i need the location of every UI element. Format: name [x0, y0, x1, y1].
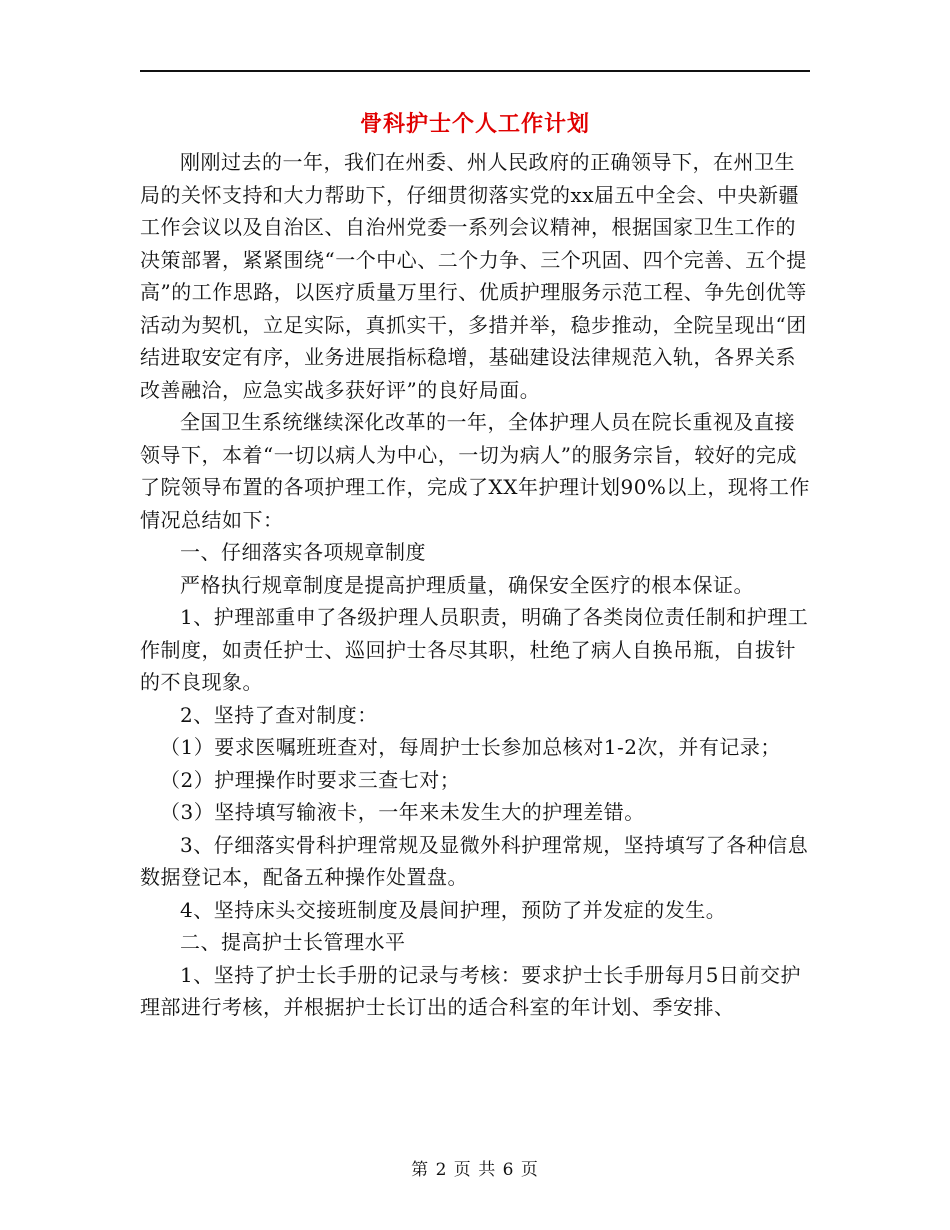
paragraph-intro: 刚刚过去的一年，我们在州委、州人民政府的正确领导下，在州卫生局的关怀支持和大力帮助下，仔细贯彻落实党的xx届五中全会、中央新疆工作会议以及自治区、自治州党委一系列会议精神，根据国家卫生工作的决策部署，紧紧围绕“一个中心、二个力争、三个巩固、四个完善、五个提高”的工作思路，以医疗质量万里行、优质护理服务示范工程、争先创优等活动为契机，立足实际，真抓实干，多措并举，稳步推动，全院呈现出“团结进取安定有序，业务进展指标稳增，基础建设法律规范入轨，各界关系改善融洽，应急实战多获好评”的良好局面。 — [140, 150, 807, 402]
sub-list-item: （1）要求医嘱班班查对，每周护士长参加总核对1-2次，并有记录； — [160, 735, 781, 759]
section-heading-2: 二、提高护士长管理水平 — [180, 930, 406, 954]
paragraph: 严格执行规章制度是提高护理质量，确保安全医疗的根本保证。 — [180, 572, 754, 597]
list-item: 3、仔细落实骨科护理常规及显微外科护理常规，坚持填写了各种信息数据登记本，配备五种操作处置盘。 — [140, 832, 809, 889]
document-body — [140, 146, 812, 1024]
sub-list-item: （3）坚持填写输液卡，一年来未发生大的护理差错。 — [160, 800, 645, 824]
section-heading-1: 一、仔细落实各项规章制度 — [180, 540, 426, 564]
list-item: 2、坚持了查对制度： — [180, 702, 378, 727]
list-item: 4、坚持床头交接班制度及晨间护理，预防了并发症的发生。 — [180, 897, 727, 922]
page-number: 第 2 页 共 6 页 — [411, 1160, 539, 1180]
list-item: 1、护理部重申了各级护理人员职责，明确了各类岗位责任制和护理工作制度，如责任护士、巡回护士各尽其职，杜绝了病人自换吊瓶，自拔针的不良现象。 — [140, 605, 809, 694]
sub-list-item: （2）护理操作时要求三查七对； — [160, 767, 461, 792]
list-item: 1、坚持了护士长手册的记录与考核：要求护士长手册每月5日前交护理部进行考核，并根据护士长订出的适合科室的年计划、季安排、 — [140, 962, 801, 1019]
header-rule — [140, 70, 810, 72]
paragraph-summary: 全国卫生系统继续深化改革的一年，全体护理人员在院长重视及直接领导下，本着“一切以病人为中心，一切为病人”的服务宗旨，较好的完成了院领导布置的各项护理工作，完成了XX年护理计划90%以上，现将工作情况总结如下： — [140, 410, 810, 532]
document-title: 骨科护士个人工作计划 — [359, 111, 590, 137]
